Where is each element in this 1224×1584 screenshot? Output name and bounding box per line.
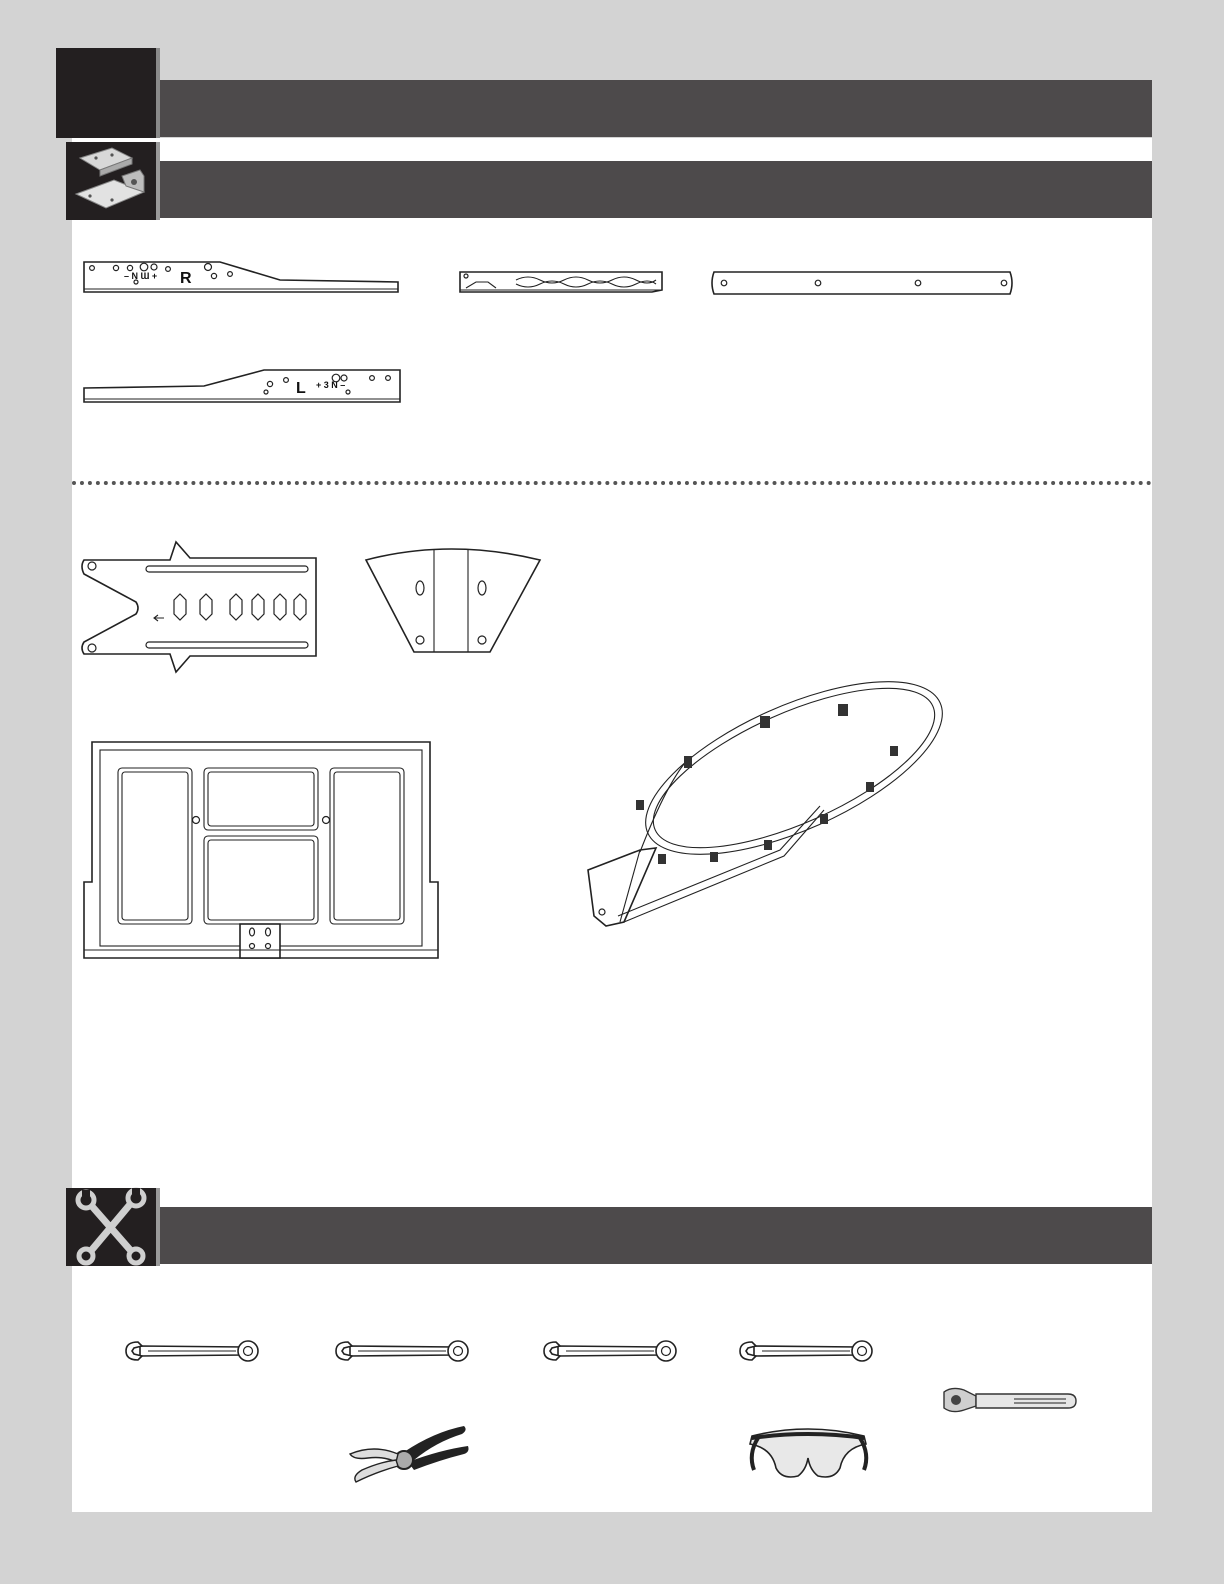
right-arm-letter: R [180,270,192,287]
left-support-arm [80,366,410,416]
slotted-extension-arm [456,268,676,308]
parts-section-bar [160,161,1152,218]
bracket-parts-icon [66,142,160,220]
combination-wrench-3 [542,1336,682,1366]
safety-glasses-icon [744,1424,874,1494]
combination-wrench-4 [738,1336,878,1366]
section-divider [72,481,1152,485]
step-title-bar [160,80,1152,137]
right-support-arm [80,256,410,306]
mounting-plate [80,538,330,678]
combination-wrench-2 [334,1336,474,1366]
combination-wrench-1 [124,1336,264,1366]
left-arm-letter: L [296,380,306,397]
pliers-icon [344,1424,474,1494]
backboard [80,736,450,976]
crossed-wrenches-icon [66,1188,160,1266]
right-arm-marks: – N Ɯ + [124,271,158,281]
left-arm-marks: + 3 N – [316,380,346,390]
fan-bracket [362,546,552,666]
ratchet-icon [938,1382,1088,1418]
step-number-block [56,48,156,138]
tools-section-bar [160,1207,1152,1264]
cross-tube [708,268,1028,308]
basketball-rim [584,690,924,960]
